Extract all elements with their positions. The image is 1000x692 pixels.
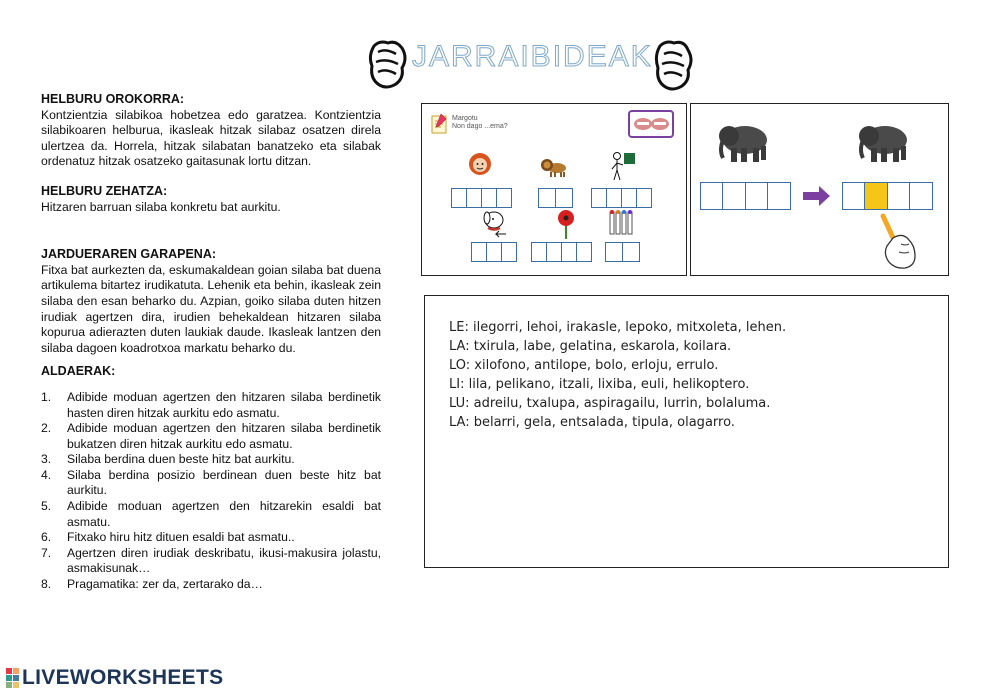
list-item: 6. Fitxako hiru hitz dituen esaldi bat asmatu..: [41, 530, 295, 545]
fist-icon-left: [366, 38, 408, 90]
specific-objective-text: Hitzaren barruan silaba konkretu bat aurkitu.: [41, 199, 281, 214]
syllable-boxes: [472, 242, 517, 262]
list-item: 4. Silaba berdina posizio berdinean duen beste hitz bat aurkitu.: [41, 467, 381, 498]
clarinet-keys-image: [608, 208, 638, 238]
hand-marker-icon: [875, 208, 921, 270]
syllable-boxes: [606, 242, 640, 262]
list-item: LI: lila, pelikano, itzali, lixiba, euli, helikoptero.: [449, 377, 750, 392]
teacher-image: [608, 150, 638, 182]
list-item: 3. Silaba berdina duen beste hitz bat aurkitu.: [41, 452, 295, 467]
syllable-boxes: [592, 188, 652, 208]
list-item: 7. Agertzen diren irudiak deskribatu, ikusi-makusira jolastu, asmakisunak…: [41, 545, 381, 576]
variations-heading: ALDAERAK:: [41, 364, 116, 379]
syllable-boxes-left: [701, 182, 791, 210]
liveworksheets-logo[interactable]: [6, 666, 223, 690]
arrow-right-icon: [801, 185, 831, 207]
development-text: Fitxa bat aurkezten da, eskumakaldean goian silaba bat duena artikulema bitartez irudikatuta. Lehenik eta behin, ikasleak zein silaba den esan beharko du. Azpian, goiko silaba duten hitzen irudiak agertzen dira, irudien behekaldean hitzaren silaba kopurua adierazten duten laukiak daude. Ikasleak lantzen den silaba dagoen koadrotxoa markatu beharko du.: [41, 262, 381, 355]
list-item: LO: xilofono, antilope, bolo, erloju, errulo.: [449, 358, 719, 373]
list-item: LA: belarri, gela, entsalada, tipula, olagarro.: [449, 415, 735, 430]
syllable-boxes: [532, 242, 592, 262]
specific-objective-heading: HELBURU ZEHATZA:: [41, 183, 168, 198]
worksheet-example: [421, 103, 687, 276]
instructions-column: [41, 92, 381, 593]
worksheet-instruction-2: Non dago ...ema?: [452, 123, 508, 130]
list-item: LA: txirula, labe, gelatina, eskarola, koilara.: [449, 339, 732, 354]
mouth-articulation-image: [628, 110, 674, 138]
list-item: LU: adreilu, txalupa, aspiragailu, lurrin, bolaluma.: [449, 396, 771, 411]
page-title: JARRAIBIDEAK: [412, 40, 653, 73]
list-item: 8. Pragamatika: zer da, zertarako da…: [41, 577, 263, 592]
brand-name: LIVEWORKSHEETS: [22, 666, 224, 689]
syllable-boxes: [452, 188, 512, 208]
notepad-icon: [431, 113, 449, 135]
syllable-boxes-right: [843, 182, 933, 210]
general-objective-heading: HELBURU OROKORRA:: [41, 92, 185, 106]
poppy-image: [554, 208, 578, 240]
list-item: LE: ilegorri, lehoi, irakasle, lepoko, mitxoleta, lehen.: [449, 320, 787, 335]
general-objective-text: Kontzientzia silabikoa hobetzea edo garatzea. Kontzientzia silabikoaren helburua, ikasleak hitzak silabaz osatzen direla ulertzea da. Horrela, hitzak silabatan banatzeko eta silabak ordenatuz hitzak osatzeko gaitasunak lortu ditzan.: [41, 107, 381, 169]
dog-collar-image: [480, 208, 508, 238]
elephant-example: [690, 103, 949, 276]
liveworksheets-logo-icon: [6, 668, 20, 688]
syllable-boxes: [539, 188, 573, 208]
elephant-image-right: [857, 118, 913, 166]
development-heading: JARDUERAREN GARAPENA:: [41, 247, 217, 262]
list-item: 2. Adibide moduan agertzen den hitzaren silaba berdinetik bukatzen diren hitzak aurkitu edo asmatu.: [41, 421, 381, 451]
syllable-word-list: [424, 295, 949, 568]
list-item: 5. Adibide moduan agertzen den hitzarekin esaldi bat asmatu.: [41, 499, 381, 529]
variations-list: [41, 390, 381, 593]
worksheet-instruction-1: Margotu: [452, 115, 478, 122]
fist-icon-right: [650, 38, 694, 92]
list-item: 1. Adibide moduan agertzen den hitzaren silaba berdinetik hasten diren hitzak aurkitu edo asmatu.: [41, 389, 381, 420]
red-hair-girl-image: [467, 150, 493, 182]
elephant-image-left: [717, 118, 773, 166]
lion-image: [539, 154, 569, 178]
